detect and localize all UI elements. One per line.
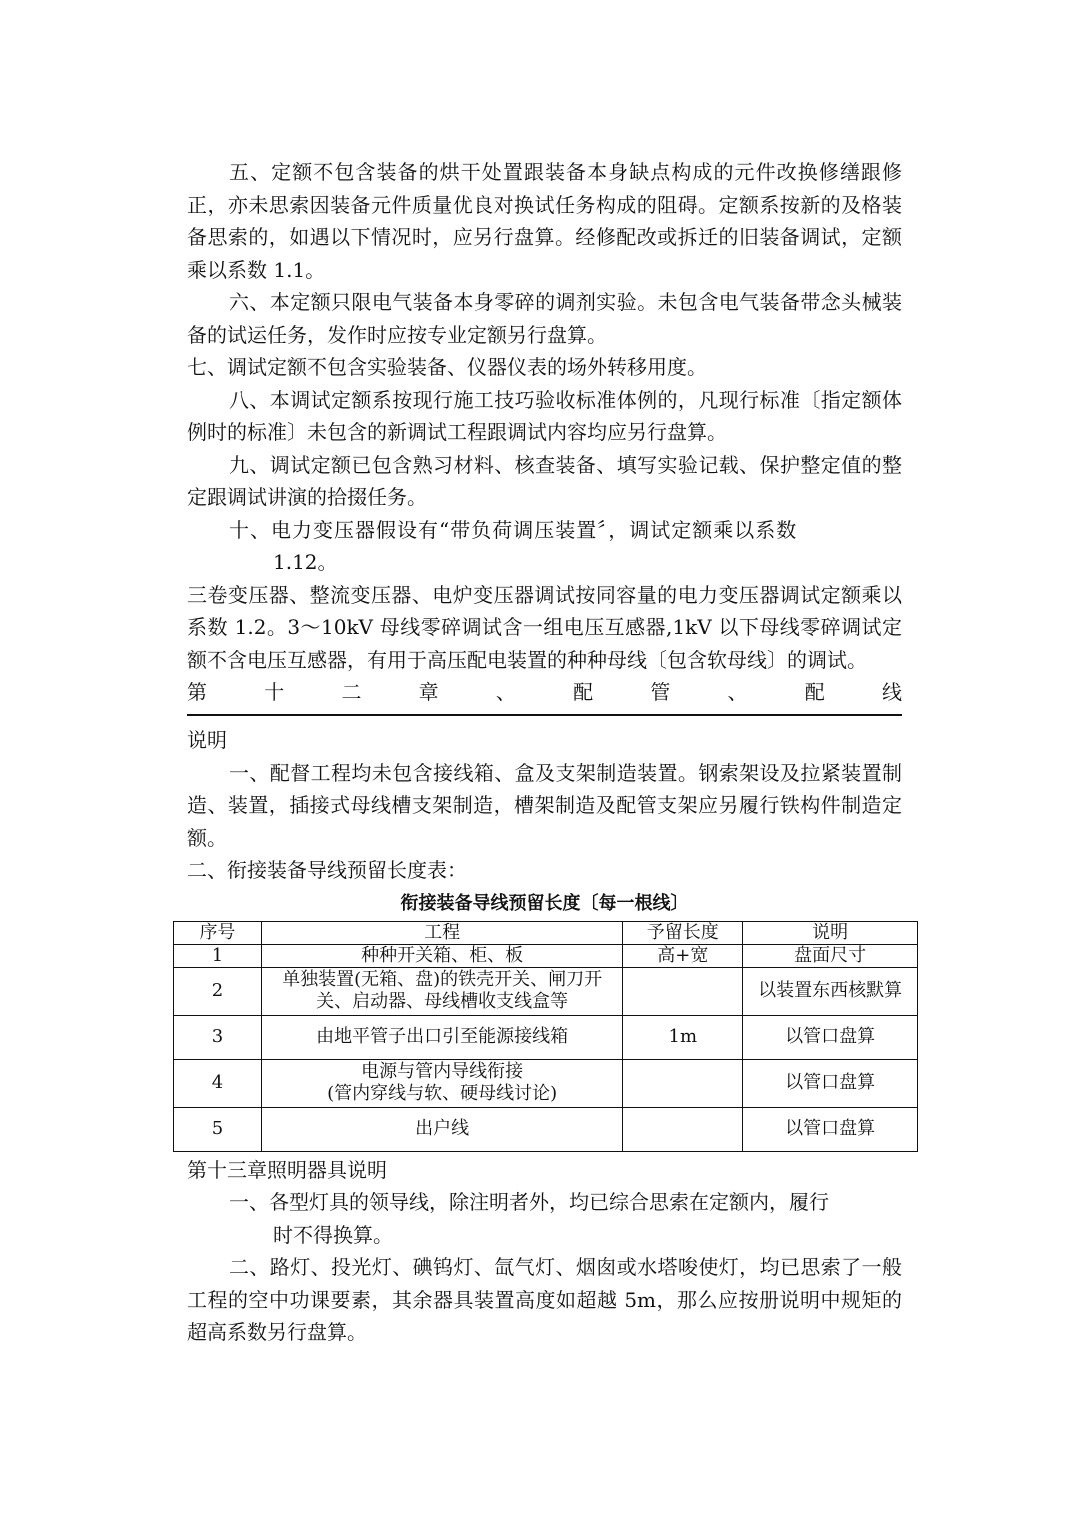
- chapter-12-item-2: 二、衔接装备导线预留长度表：: [187, 858, 467, 882]
- table-cell: 1: [174, 944, 262, 967]
- table-cell: [623, 1107, 743, 1151]
- paragraph-5: 五、定额不包含装备的烘干处置跟装备本身缺点构成的元件改换修缮跟修正，亦未思索因装备元件质量优良对换试任务构成的阻碍。定额系按新的及格装备思索的，如遇以下情况时，应另行盘算。经修配改或拆迁的旧装备调试，定额乘以系数 1.1。: [187, 160, 902, 282]
- header-cell: 序号: [174, 921, 262, 944]
- chapter-13-item-1: 一、各型灯具的领导线，除注明者外，均已综合思索在定额内，履行: [229, 1190, 829, 1214]
- chapter-title-char: 二: [341, 680, 362, 704]
- header-cell: 工程: [261, 921, 622, 944]
- table-cell: 2: [174, 967, 262, 1015]
- chapter-title-char: 第: [187, 680, 207, 704]
- chapter-divider: [187, 714, 902, 716]
- table-cell: [623, 967, 743, 1015]
- header-cell: 予留长度: [623, 921, 743, 944]
- table-row: [174, 967, 918, 1015]
- chapter-title-char: 、: [727, 680, 748, 704]
- table-cell: 由地平管子出口引至能源接线箱: [261, 1015, 622, 1059]
- table-cell: 出户线: [261, 1107, 622, 1151]
- table-cell: 以管口盘算: [743, 1059, 918, 1107]
- chapter-title-char: 线: [881, 680, 902, 704]
- table-cell: 高+宽: [623, 944, 743, 967]
- reserve-length-table: [173, 921, 918, 1152]
- header-cell: 说明: [743, 921, 918, 944]
- chapter-title-char: 、: [495, 680, 516, 704]
- table-cell: 1m: [623, 1015, 743, 1059]
- paragraph-7: 七、调试定额不包含实验装备、仪器仪表的场外转移用度。: [187, 355, 707, 379]
- table-cell: 电源与管内导线衔接 (管内穿线与软、硬母线讨论): [261, 1059, 622, 1107]
- table-row: [174, 1015, 918, 1059]
- chapter-13-item-1-continued: 时不得换算。: [273, 1222, 393, 1247]
- section-label: 说明: [187, 728, 227, 752]
- paragraph-11: 三卷变压器、整流变压器、电炉变压器调试按同容量的电力变压器调试定额乘以系数 1.2。3～10kV 母线零碎调试含一组电压互感器,1kV 以下母线零碎调试定额不含电压互感器，有用于高压配电装置的种种母线〔包含软母线〕的调试。: [187, 582, 902, 672]
- table-cell: 4: [174, 1059, 262, 1107]
- paragraph-10: 十、电力变压器假设有“带负荷调压装置〞，调试定额乘以系数: [229, 517, 798, 542]
- table-cell: 种种开关箱、柜、板: [261, 944, 622, 967]
- table-caption: 衔接装备导线预留长度〔每一根线〕: [400, 892, 689, 914]
- chapter-title-char: 十: [264, 680, 285, 704]
- chapter-title-char: 管: [650, 680, 671, 704]
- chapter-title-char: 配: [804, 680, 825, 704]
- paragraph-8: 八、本调试定额系按现行施工技巧验收标准体例的，凡现行标准〔指定额体例时的标准〕未包含的新调试工程跟调试内容均应另行盘算。: [187, 387, 902, 444]
- paragraph-10-continued: 1.12。: [273, 550, 338, 574]
- table-cell: 以管口盘算: [743, 1107, 918, 1151]
- chapter-title-char: 配: [573, 680, 594, 704]
- table-header-row: [174, 921, 918, 944]
- table-cell: [623, 1059, 743, 1107]
- table-row: [174, 944, 918, 967]
- table-row: [174, 1107, 918, 1151]
- table-cell: 以管口盘算: [743, 1015, 918, 1059]
- document-page: [187, 156, 902, 1349]
- table-row: [174, 1059, 918, 1107]
- chapter-13-title: 第十三章照明器具说明: [187, 1157, 387, 1182]
- table-cell: 以装置东西核默算: [743, 967, 918, 1015]
- table-cell: 单独装置(无箱、盘)的铁壳开关、闸刀开 关、启动器、母线槽收支线盒等: [261, 967, 622, 1015]
- table-cell: 盘面尺寸: [743, 944, 918, 967]
- paragraph-6: 六、本定额只限电气装备本身零碎的调剂实验。未包含电气装备带念头械装备的试运任务，发作时应按专业定额另行盘算。: [187, 290, 902, 347]
- table-cell: 3: [174, 1015, 262, 1059]
- chapter-title-char: 章: [418, 680, 439, 704]
- chapter-13-item-2: 二、路灯、投光灯、碘钨灯、氙气灯、烟囱或水塔唆使灯，均已思索了一般工程的空中功课要素，其余器具装置高度如超越 5m，那么应按册说明中规矩的超高系数另行盘算。: [187, 1255, 902, 1344]
- paragraph-9: 九、调试定额已包含熟习材料、核查装备、填写实验记载、保护整定值的整定跟调试讲演的拾掇任务。: [187, 452, 902, 509]
- chapter-12-title: [187, 676, 902, 708]
- chapter-12-item-1: 一、配督工程均未包含接线箱、盒及支架制造装置。钢索架设及拉紧装置制造、装置，插接式母线槽支架制造，槽架制造及配管支架应另履行铁构件制造定额。: [187, 760, 902, 850]
- table-cell: 5: [174, 1107, 262, 1151]
